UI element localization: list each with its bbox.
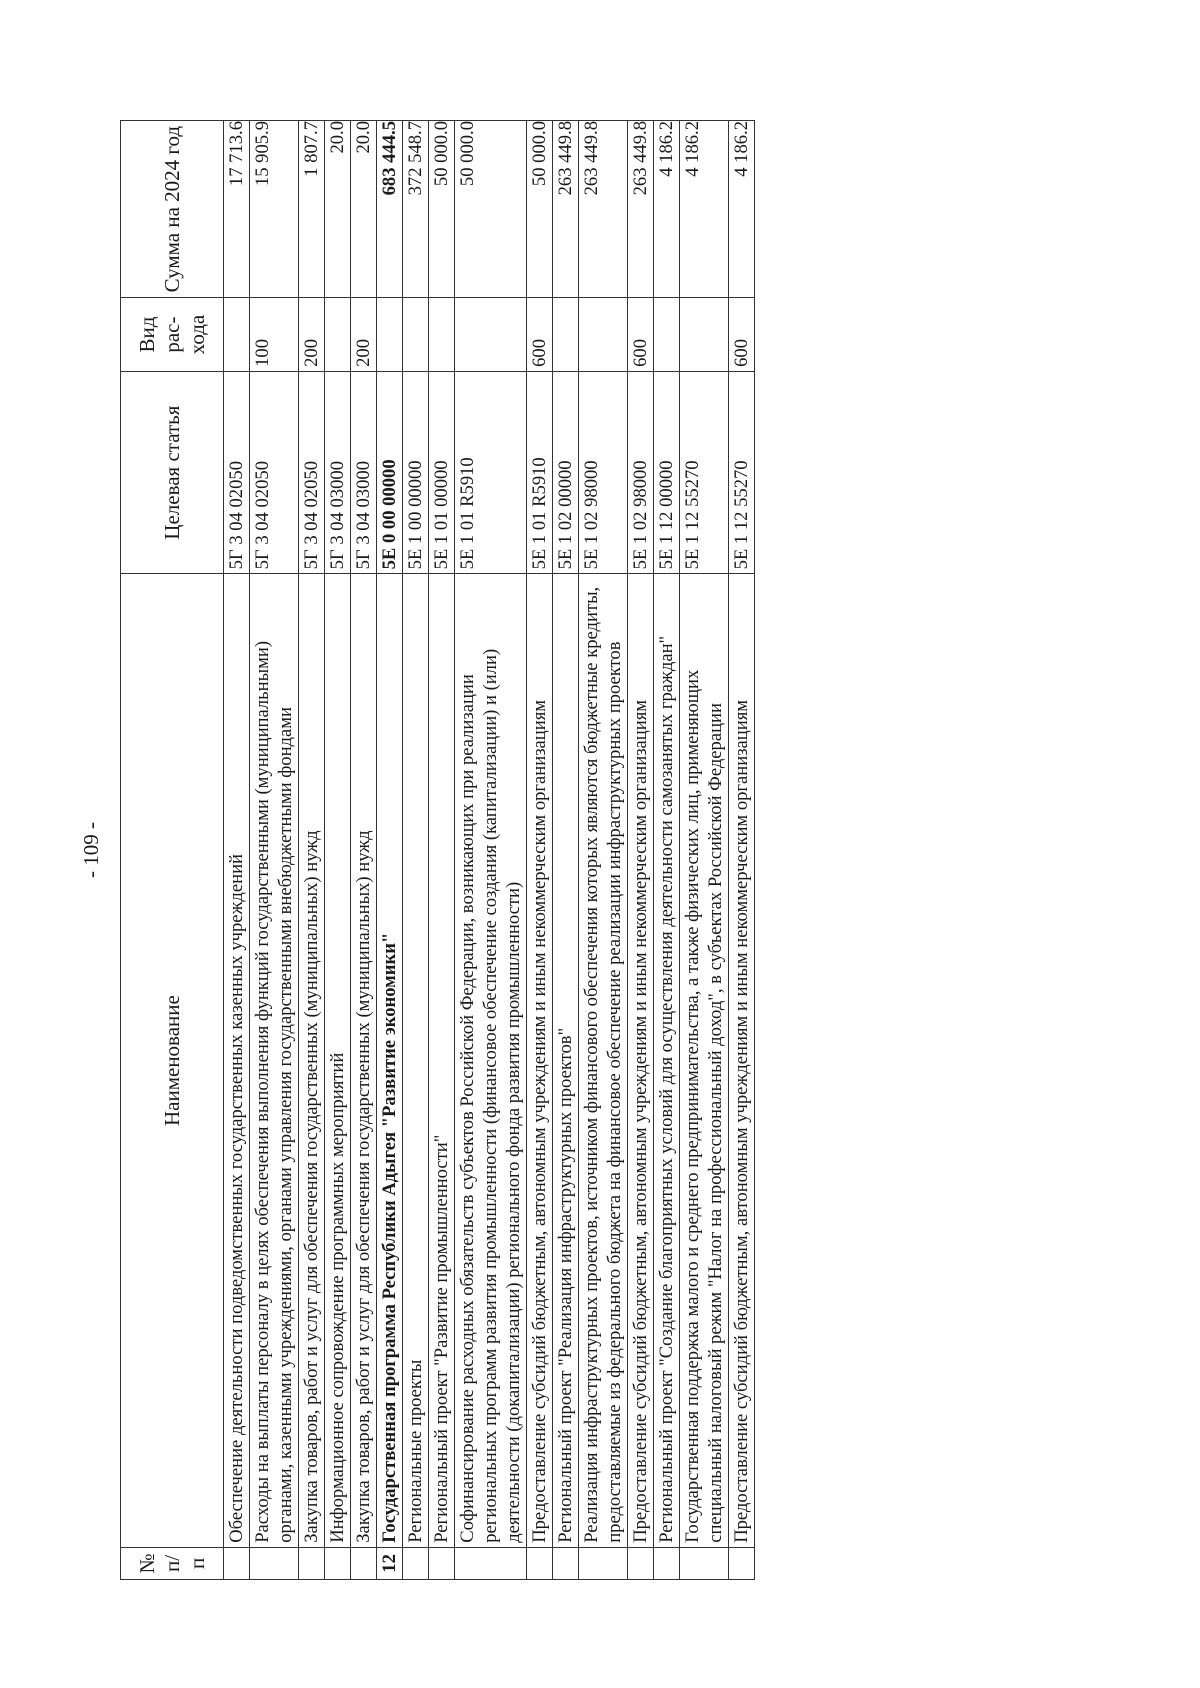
row-number: [351, 1547, 377, 1579]
row-number: [553, 1547, 579, 1579]
table-row: [403, 121, 429, 1580]
table-row: [729, 121, 755, 1580]
row-target-article: 5Е 1 12 00000: [654, 371, 680, 574]
table-row: [224, 121, 250, 1580]
row-name: Предоставление субсидий бюджетным, автономным учреждениям и иным некоммерческим организациям: [527, 574, 553, 1547]
row-number: [680, 1547, 729, 1579]
row-name: Софинансирование расходных обязательств субъектов Российской Федерации, возникающих при реализации региональных программ развития промышленности (финансовое обеспечение создания (капитализации) и (или) деятельности (докапитализации) регионального фонда развития промышленности): [455, 574, 527, 1547]
row-sum: 50 000.0: [455, 121, 527, 298]
row-sum: 15 905.9: [250, 121, 299, 298]
row-name: Реализация инфраструктурных проектов, источником финансового обеспечения которых являются бюджетные кредиты, предоставляемые из федерального бюджета на финансовое обеспечение реализации инфраструктурных проектов: [579, 574, 628, 1547]
row-target-article: 5Е 1 00 00000: [403, 371, 429, 574]
row-sum: 4 186.2: [680, 121, 729, 298]
row-expense-kind: [325, 298, 351, 372]
row-target-article: 5Г 3 04 02050: [299, 371, 325, 574]
row-sum: 263 449.8: [628, 121, 654, 298]
row-name: Предоставление субсидий бюджетным, автономным учреждениям и иным некоммерческим организациям: [628, 574, 654, 1547]
row-name: Расходы на выплаты персоналу в целях обеспечения выполнения функций государственными (муниципальными) органами, казенными учреждениями, органами управления государственными внебюджетными фондами: [250, 574, 299, 1547]
row-name: Закупка товаров, работ и услуг для обеспечения государственных (муниципальных) нужд: [351, 574, 377, 1547]
row-number: 12: [377, 1547, 403, 1579]
row-expense-kind: [680, 298, 729, 372]
header-code: Целевая статья: [121, 371, 224, 574]
row-expense-kind: 600: [527, 298, 553, 372]
row-sum: 1 807.7: [299, 121, 325, 298]
row-expense-kind: [377, 298, 403, 372]
header-num: № п/п: [121, 1547, 224, 1579]
table-row: [351, 121, 377, 1580]
page-number: - 109 -: [79, 822, 103, 878]
row-expense-kind: [553, 298, 579, 372]
row-expense-kind: 600: [729, 298, 755, 372]
row-target-article: 5Е 1 01 00000: [429, 371, 455, 574]
table-row: [429, 121, 455, 1580]
row-number: [654, 1547, 680, 1579]
row-name: Обеспечение деятельности подведомственных государственных казенных учреждений: [224, 574, 250, 1547]
row-expense-kind: [579, 298, 628, 372]
row-number: [527, 1547, 553, 1579]
table-row: [299, 121, 325, 1580]
row-number: [403, 1547, 429, 1579]
row-target-article: 5Е 1 01 R5910: [455, 371, 527, 574]
row-sum: 372 548.7: [403, 121, 429, 298]
row-expense-kind: 200: [351, 298, 377, 372]
row-number: [455, 1547, 527, 1579]
row-sum: 263 449.8: [579, 121, 628, 298]
row-target-article: 5Г 3 04 02050: [250, 371, 299, 574]
row-expense-kind: [403, 298, 429, 372]
row-target-article: 5Е 1 01 R5910: [527, 371, 553, 574]
table-row: [628, 121, 654, 1580]
row-name: Предоставление субсидий бюджетным, автономным учреждениям и иным некоммерческим организациям: [729, 574, 755, 1547]
row-target-article: 5Е 1 02 98000: [579, 371, 628, 574]
budget-table: [120, 120, 755, 1580]
row-number: [325, 1547, 351, 1579]
table-row: [680, 121, 729, 1580]
table-row: [250, 121, 299, 1580]
row-name: Закупка товаров, работ и услуг для обеспечения государственных (муниципальных) нужд: [299, 574, 325, 1547]
row-expense-kind: [455, 298, 527, 372]
row-expense-kind: [224, 298, 250, 372]
row-sum: 17 713.6: [224, 121, 250, 298]
row-number: [729, 1547, 755, 1579]
row-expense-kind: 600: [628, 298, 654, 372]
table-row: [527, 121, 553, 1580]
header-name: Наименование: [121, 574, 224, 1547]
row-sum: 4 186.2: [729, 121, 755, 298]
row-target-article: 5Г 3 04 02050: [224, 371, 250, 574]
row-name: Региональный проект "Создание благоприятных условий для осуществления деятельности самозанятых граждан": [654, 574, 680, 1547]
rotated-page: [75, 120, 1185, 1580]
table-row: [579, 121, 628, 1580]
row-sum: 683 444.5: [377, 121, 403, 298]
row-sum: 50 000.0: [527, 121, 553, 298]
row-name: Региональный проект "Реализация инфраструктурных проектов": [553, 574, 579, 1547]
header-sum: Сумма на 2024 год: [121, 121, 224, 298]
table-row: [455, 121, 527, 1580]
row-target-article: 5Г 3 04 03000: [325, 371, 351, 574]
row-name: Информационное сопровождение программных мероприятий: [325, 574, 351, 1547]
header-row: [121, 121, 224, 1580]
row-number: [628, 1547, 654, 1579]
table-row: [654, 121, 680, 1580]
row-sum: 263 449.8: [553, 121, 579, 298]
row-target-article: 5Е 1 12 55270: [729, 371, 755, 574]
row-number: [250, 1547, 299, 1579]
row-number: [579, 1547, 628, 1579]
row-target-article: 5Е 1 12 55270: [680, 371, 729, 574]
row-target-article: 5Е 0 00 00000: [377, 371, 403, 574]
row-number: [299, 1547, 325, 1579]
row-target-article: 5Е 1 02 98000: [628, 371, 654, 574]
row-sum: 50 000.0: [429, 121, 455, 298]
row-expense-kind: 100: [250, 298, 299, 372]
row-number: [224, 1547, 250, 1579]
row-expense-kind: [429, 298, 455, 372]
row-expense-kind: 200: [299, 298, 325, 372]
table-row: [553, 121, 579, 1580]
row-expense-kind: [654, 298, 680, 372]
row-sum: 4 186.2: [654, 121, 680, 298]
row-number: [429, 1547, 455, 1579]
row-sum: 20.0: [351, 121, 377, 298]
row-target-article: 5Г 3 04 03000: [351, 371, 377, 574]
row-name: Региональный проект "Развитие промышленности": [429, 574, 455, 1547]
row-target-article: 5Е 1 02 00000: [553, 371, 579, 574]
row-name: Региональные проекты: [403, 574, 429, 1547]
table-row: [325, 121, 351, 1580]
header-kind: Вид рас-хода: [121, 298, 224, 372]
table-body: [224, 121, 755, 1580]
row-name: Государственная поддержка малого и среднего предпринимательства, а также физических лиц, применяющих специальный налоговый режим "Налог на профессиональный доход", в субъектах Российской Федерации: [680, 574, 729, 1547]
row-sum: 20.0: [325, 121, 351, 298]
row-name: Государственная программа Республики Адыгея "Развитие экономики": [377, 574, 403, 1547]
table-row: [377, 121, 403, 1580]
